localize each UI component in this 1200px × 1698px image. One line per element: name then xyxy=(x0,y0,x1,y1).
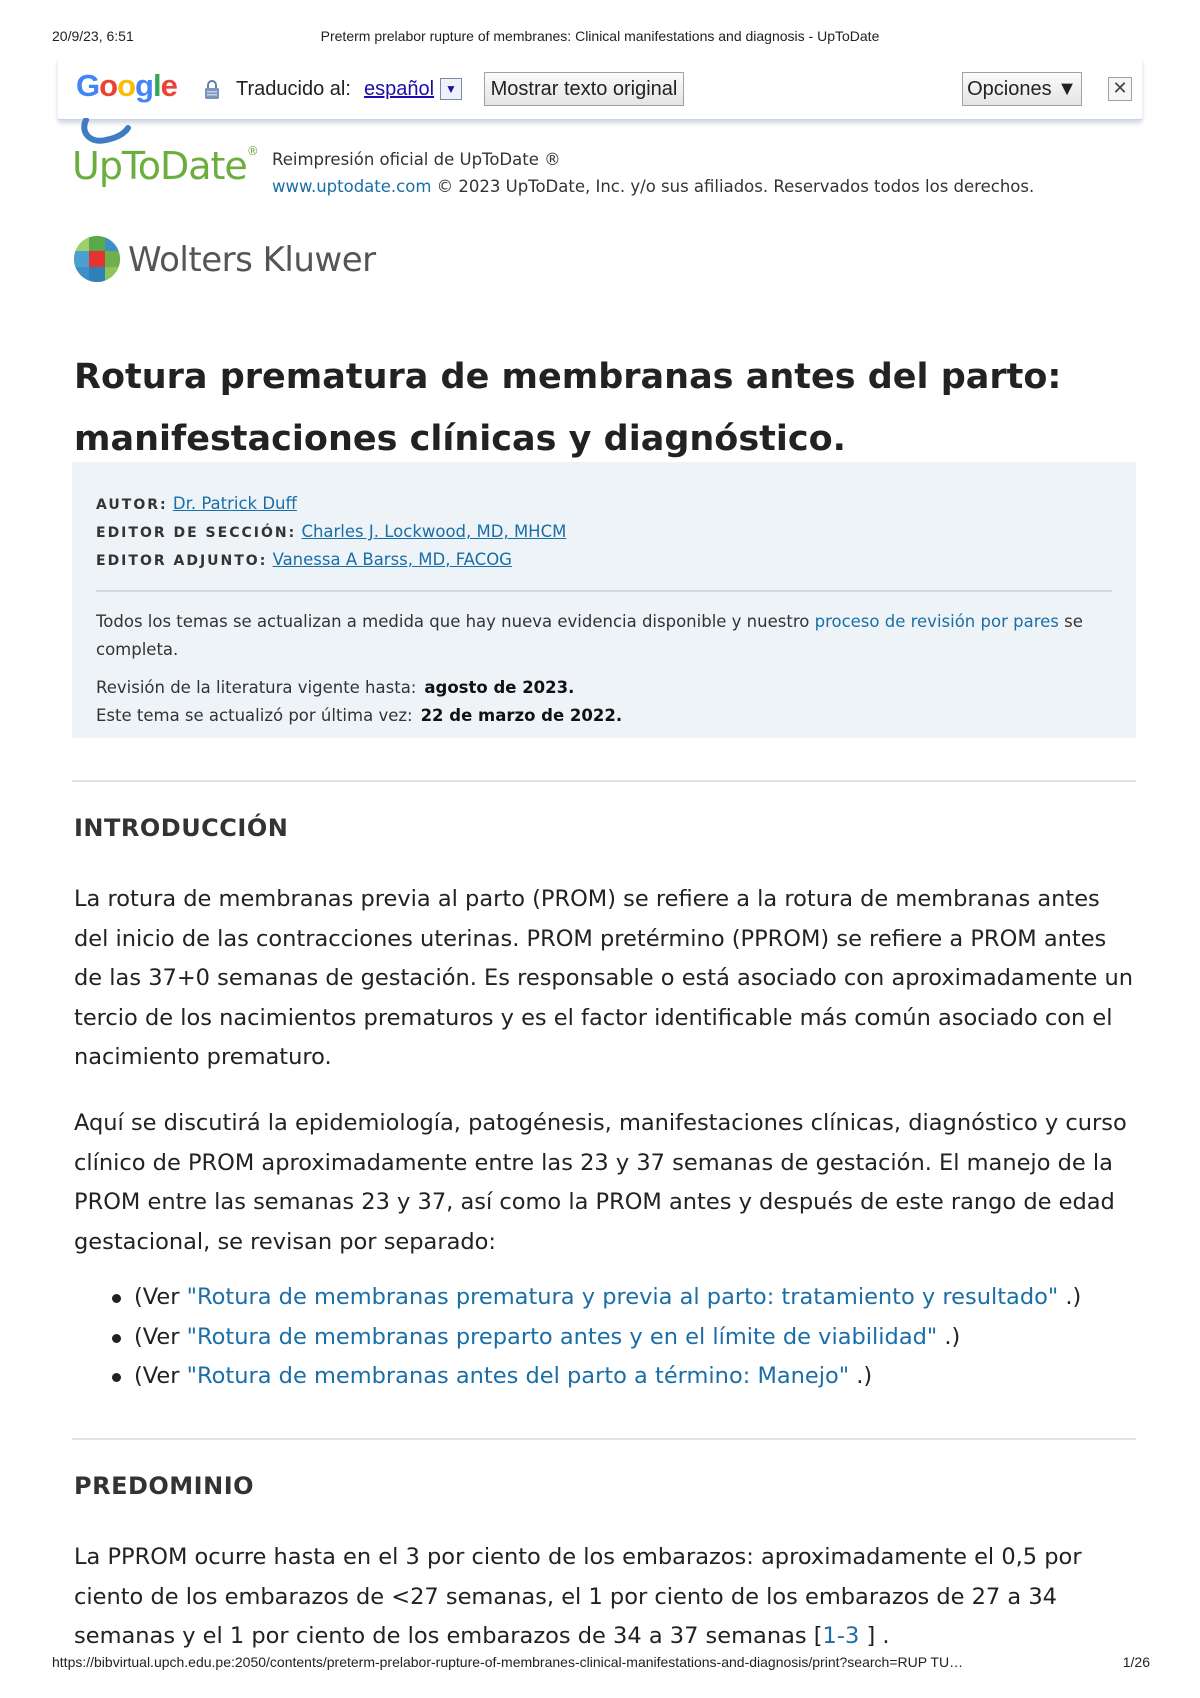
reprint-notice xyxy=(272,146,1034,200)
print-url: https://bibvirtual.upch.edu.pe:2050/contents/preterm-prelabor-rupture-of-membranes-clinical-manifestations-and-diagnosis/print?search=RUP TU… xyxy=(52,1654,964,1670)
print-footer xyxy=(0,1654,1200,1674)
intro-paragraph-1: La rotura de membranas previa al parto (PROM) se refiere a la rotura de membranas antes del inicio de las contracciones uterinas. PROM pretérmino (PPROM) se refiere a PROM antes de las 37+0 semanas de gestación. Es responsable o está asociado con aproximadamente un tercio de los nacimientos prematuros y es el factor identificable más común asociado con el nacimiento prematuro. xyxy=(74,886,1134,1070)
prevalence-heading: PREDOMINIO xyxy=(74,1472,255,1500)
wolters-kluwer-globe-icon xyxy=(72,234,122,284)
see-also-list xyxy=(112,1278,1112,1397)
language-link[interactable]: español xyxy=(364,78,435,100)
lit-review-line: Revisión de la literatura vigente hasta: agosto de 2023. xyxy=(96,678,575,697)
options-button[interactable]: Opciones ▼ xyxy=(962,72,1082,106)
article-title: Rotura prematura de membranas antes del parto: manifestaciones clínicas y diagnóstico. xyxy=(74,357,1062,459)
see-also-link-term[interactable]: "Rotura de membranas antes del parto a término: Manejo" xyxy=(186,1363,850,1389)
last-updated-date: 22 de marzo de 2022. xyxy=(420,706,623,725)
deputy-editor-row xyxy=(96,546,1112,574)
section-divider xyxy=(72,1438,1136,1440)
uptodate-site-link[interactable]: www.uptodate.com xyxy=(272,177,432,196)
print-page-title: Preterm prelabor rupture of membranes: Clinical manifestations and diagnosis - UpToDate xyxy=(320,28,880,44)
show-original-button[interactable]: Mostrar texto original xyxy=(484,72,684,106)
intro-paragraph-2: Aquí se discutirá la epidemiología, patogénesis, manifestaciones clínicas, diagnóstico y curso clínico de PROM aproximadamente entre las 23 y 37 semanas de gestación. El manejo de la PROM entre las semanas 23 y 37, así como la PROM antes y después de este rango de edad gestacional, se revisan por separado: xyxy=(74,1110,1127,1255)
lit-review-date: agosto de 2023. xyxy=(424,678,575,697)
list-item: (Ver "Rotura de membranas antes del parto a término: Manejo" .) xyxy=(112,1357,1112,1397)
review-dates xyxy=(96,674,1112,730)
page-number: 1/26 xyxy=(1122,1654,1150,1670)
reprint-line: Reimpresión oficial de UpToDate ® xyxy=(272,150,561,169)
update-note: Todos los temas se actualizan a medida que hay nueva evidencia disponible y nuestro proceso de revisión por pares se completa. xyxy=(96,612,1083,659)
peer-review-link[interactable]: proceso de revisión por pares xyxy=(814,612,1059,631)
list-item: (Ver "Rotura de membranas preparto antes y en el límite de viabilidad" .) xyxy=(112,1318,1112,1358)
section-editor-label: EDITOR DE SECCIÓN: xyxy=(96,525,297,541)
section-divider xyxy=(72,780,1136,782)
author-link[interactable]: Dr. Patrick Duff xyxy=(172,494,297,513)
author-row xyxy=(96,490,1112,518)
translated-to-label: Traducido al: xyxy=(236,78,351,100)
section-editor-link[interactable]: Charles J. Lockwood, MD, MHCM xyxy=(301,522,567,541)
meta-divider xyxy=(96,590,1112,592)
print-datetime: 20/9/23, 6:51 xyxy=(52,28,134,44)
uptodate-logo-text: UpToDate® xyxy=(72,144,258,188)
prevalence-paragraph: La PPROM ocurre hasta en el 3 por ciento de los embarazos: aproximadamente el 0,5 por ciento de los embarazos de <27 semanas, el 1 por ciento de los embarazos de 27 a 34 semanas y el 1 por ciento de los embarazos de 34 a 37 semanas [1-3 ] . xyxy=(74,1544,1082,1649)
see-also-link-treatment[interactable]: "Rotura de membranas prematura y previa al parto: tratamiento y resultado" xyxy=(186,1284,1059,1310)
article-meta-box xyxy=(72,462,1136,738)
google-logo: Google xyxy=(76,68,177,103)
section-editor-row xyxy=(96,518,1112,546)
deputy-editor-link[interactable]: Vanessa A Barss, MD, FACOG xyxy=(272,550,512,569)
reference-link[interactable]: 1-3 xyxy=(822,1623,860,1649)
author-label: AUTOR: xyxy=(96,497,168,513)
wolters-kluwer-text: Wolters Kluwer xyxy=(128,240,376,280)
see-also-link-viability[interactable]: "Rotura de membranas preparto antes y en el límite de viabilidad" xyxy=(186,1323,938,1350)
print-header xyxy=(0,28,1200,48)
deputy-editor-label: EDITOR ADJUNTO: xyxy=(96,553,268,569)
close-icon[interactable]: ✕ xyxy=(1108,77,1132,101)
lock-icon xyxy=(204,80,220,100)
last-updated-line: Este tema se actualizó por última vez: 22 de marzo de 2022. xyxy=(96,706,623,725)
list-item: (Ver "Rotura de membranas prematura y previa al parto: tratamiento y resultado" .) xyxy=(112,1278,1112,1318)
intro-heading: INTRODUCCIÓN xyxy=(74,814,289,842)
copyright-text: © 2023 UpToDate, Inc. y/o sus afiliados. Reservados todos los derechos. xyxy=(431,177,1035,196)
google-translate-bar xyxy=(58,58,1142,120)
copyright-line xyxy=(272,173,1034,200)
language-dropdown-icon[interactable]: ▼ xyxy=(440,78,462,100)
